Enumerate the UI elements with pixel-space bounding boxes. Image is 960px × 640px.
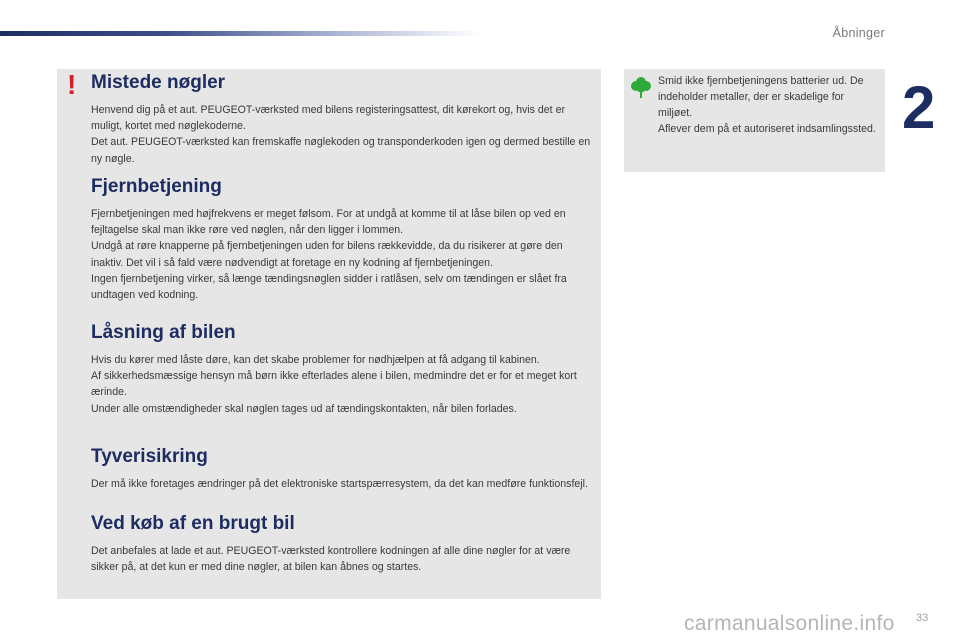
section-paragraph: Der må ikke foretages ændringer på det elektroniske startspærresystem, da det kan medføre funktionsfejl. <box>91 477 588 490</box>
section-lost-keys <box>91 73 596 167</box>
exclamation-icon: ! <box>67 69 77 100</box>
section-heading: Ved køb af en brugt bil <box>91 513 295 534</box>
section-heading: Låsning af bilen <box>91 322 236 343</box>
section-remote-control <box>91 177 596 303</box>
section-heading: Fjernbetjening <box>91 176 222 197</box>
section-paragraph: Det aut. PEUGEOT-værksted kan fremskaffe nøglekoden og transponderkoden igen og dermed bestille en ny nøgle. <box>91 136 591 165</box>
section-title: Åbninger <box>832 26 885 40</box>
section-anti-theft <box>91 447 596 492</box>
page-number: 33 <box>916 612 929 624</box>
section-heading: Mistede nøgler <box>91 72 226 93</box>
section-locking <box>91 323 596 417</box>
header-accent-bar <box>0 31 480 36</box>
section-paragraph: Hvis du kører med låste døre, kan det skabe problemer for nødhjælpen at få adgang til kabinen. <box>91 353 540 366</box>
environment-note-text <box>658 73 878 137</box>
note-paragraph: Smid ikke fjernbetjeningens batterier ud. De indeholder metaller, der er skadelige for miljøet. <box>658 75 864 119</box>
section-paragraph: Henvend dig på et aut. PEUGEOT-værksted med bilens registeringsattest, dit kørekort og, hvis det er muligt, kortet med nøglekoderne. <box>91 103 565 133</box>
watermark: carmanualsonline.info <box>684 612 895 635</box>
section-paragraph: Under alle omstændigheder skal nøglen tages ud af tændingskontakten, når bilen forlades. <box>91 402 517 415</box>
environment-note-box <box>624 69 885 172</box>
chapter-number: 2 <box>902 74 936 141</box>
section-paragraph: Undgå at røre knapperne på fjernbetjeningen uden for bilens rækkevidde, da du risikerer at gøre den inaktiv. Det vil i så fald være nødvendigt at foretage en ny kodning af fjernbetjeningen. <box>91 240 563 269</box>
section-heading: Tyverisikring <box>91 446 208 467</box>
section-paragraph: Fjernbetjeningen med højfrekvens er meget følsom. For at undgå at komme til at låse bilen op ved en fejltagelse skal man ikke røre ved nøglen, når den ligger i lommen. <box>91 207 566 237</box>
leaf-icon <box>631 76 651 98</box>
note-paragraph: Aflever dem på et autoriseret indsamlingssted. <box>658 123 876 135</box>
section-paragraph: Ingen fjernbetjening virker, så længe tændingsnøglen sidder i ratlåsen, selv om tændingen er slået fra undtagen ved kodning. <box>91 272 567 301</box>
section-paragraph: Af sikkerhedsmæssige hensyn må børn ikke efterlades alene i bilen, medmindre det er for et meget kort ærinde. <box>91 370 577 399</box>
warning-box <box>57 69 601 599</box>
section-used-car <box>91 514 596 575</box>
section-paragraph: Det anbefales at lade et aut. PEUGEOT-værksted kontrollere kodningen af alle dine nøgler for at være sikker på, at det kun er med dine nøgler, at bilen kan åbnes og startes. <box>91 544 571 574</box>
